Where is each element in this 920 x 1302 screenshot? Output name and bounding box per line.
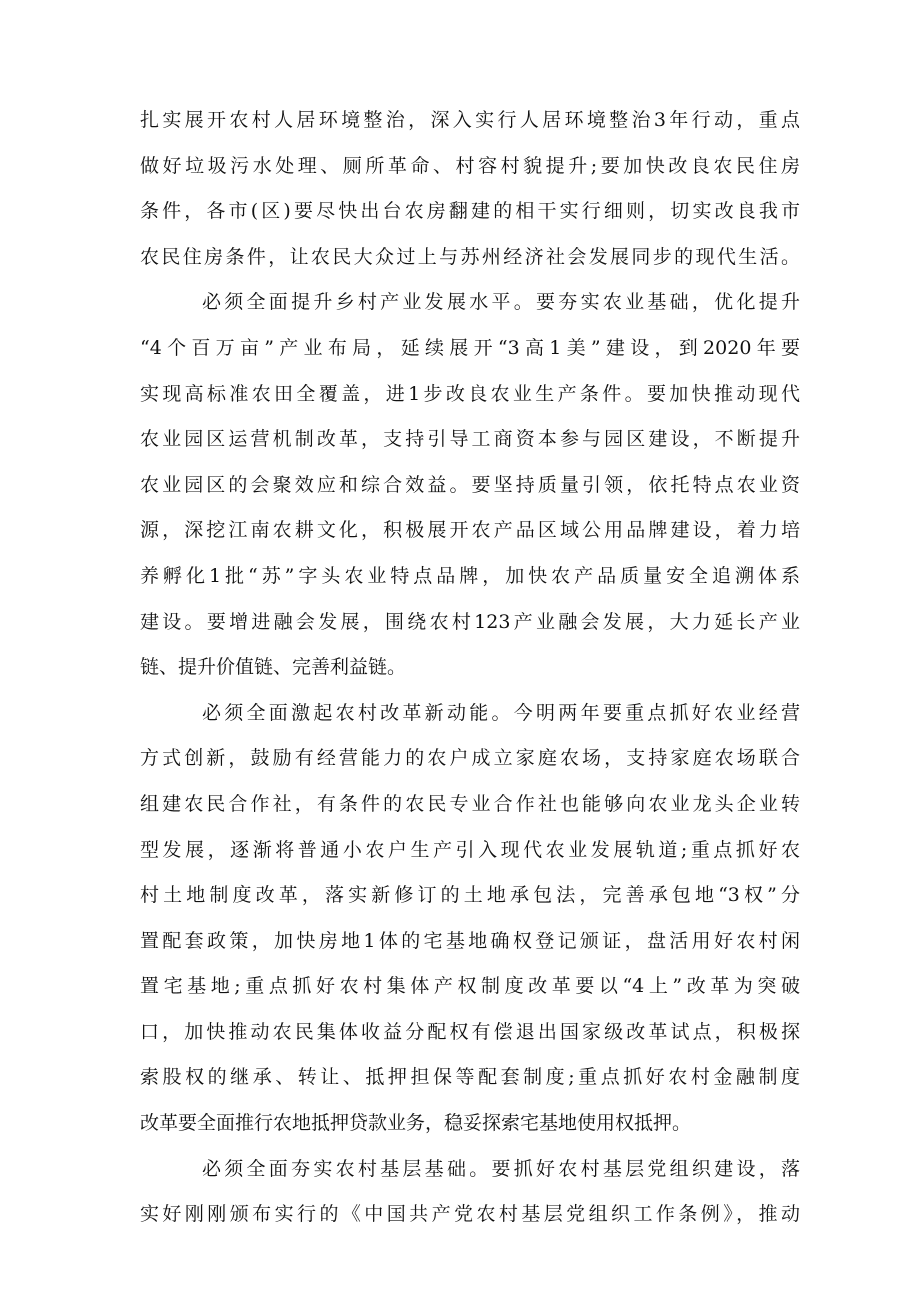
- text-line: 实好刚刚颁布实行的《中国共产党农村基层党组织工作条例》，推动: [140, 1203, 800, 1226]
- paragraph-first-line: 必须全面提升乡村产业发展水平。要夯实农业基础，优化提升: [202, 291, 800, 314]
- text-line: 方式创新，鼓励有经营能力的农户成立家庭农场，支持家庭农场联合: [140, 747, 800, 770]
- text-line: 组建农民合作社，有条件的农民专业合作社也能够向农业龙头企业转: [140, 792, 800, 815]
- text-line: 置配套政策，加快房地1体的宅基地确权登记颁证，盘活用好农村闲: [140, 929, 800, 952]
- paragraph-first-line: 必须全面激起农村改革新动能。今明两年要重点抓好农业经营: [202, 701, 800, 724]
- text-line: “4个百万亩”产业布局，延续展开“3高1美”建设，到2020年要: [140, 336, 800, 359]
- text-line: 源，深挖江南农耕文化，积极展开农产品区域公用品牌建设，着力培: [140, 519, 800, 542]
- text-line: 建设。要增进融会发展，围绕农村123产业融会发展，大力延长产业: [140, 610, 800, 633]
- text-line: 农民住房条件，让农民大众过上与苏州经济社会发展同步的现代生活。: [140, 245, 800, 268]
- text-line: 改革要全面推行农地抵押贷款业务，稳妥探索宅基地使用权抵押。: [140, 1112, 692, 1135]
- paragraph-first-line: 必须全面夯实农村基层基础。要抓好农村基层党组织建设，落: [202, 1157, 800, 1180]
- text-line: 实现高标准农田全覆盖，进1步改良农业生产条件。要加快推动现代: [140, 382, 800, 405]
- text-line: 链、提升价值链、完善利益链。: [140, 656, 407, 679]
- text-line: 农业园区运营机制改革，支持引导工商资本参与园区建设，不断提升: [140, 428, 800, 451]
- text-line: 做好垃圾污水处理、厕所革命、村容村貌提升;要加快改良农民住房: [140, 154, 800, 177]
- text-line: 型发展，逐渐将普通小农户生产引入现代农业发展轨道;重点抓好农: [140, 838, 800, 861]
- text-line: 养孵化1批“苏”字头农业特点品牌，加快农产品质量安全追溯体系: [140, 564, 800, 587]
- text-line: 扎实展开农村人居环境整治，深入实行人居环境整治3年行动，重点: [140, 109, 800, 131]
- text-line: 口，加快推动农民集体收益分配权有偿退出国家级改革试点，积极探: [140, 1020, 800, 1043]
- text-line: 条件，各市(区)要尽快出台农房翻建的相干实行细则，切实改良我市: [140, 200, 800, 223]
- text-line: 农业园区的会聚效应和综合效益。要坚持质量引领，依托特点农业资: [140, 473, 800, 496]
- text-line: 置宅基地;重点抓好农村集体产权制度改革要以“4上”改革为突破: [140, 975, 800, 998]
- text-line: 村土地制度改革，落实新修订的土地承包法，完善承包地“3权”分: [140, 884, 800, 907]
- text-line: 索股权的继承、转让、抵押担保等配套制度;重点抓好农村金融制度: [140, 1066, 800, 1089]
- body-text: [140, 98, 800, 1238]
